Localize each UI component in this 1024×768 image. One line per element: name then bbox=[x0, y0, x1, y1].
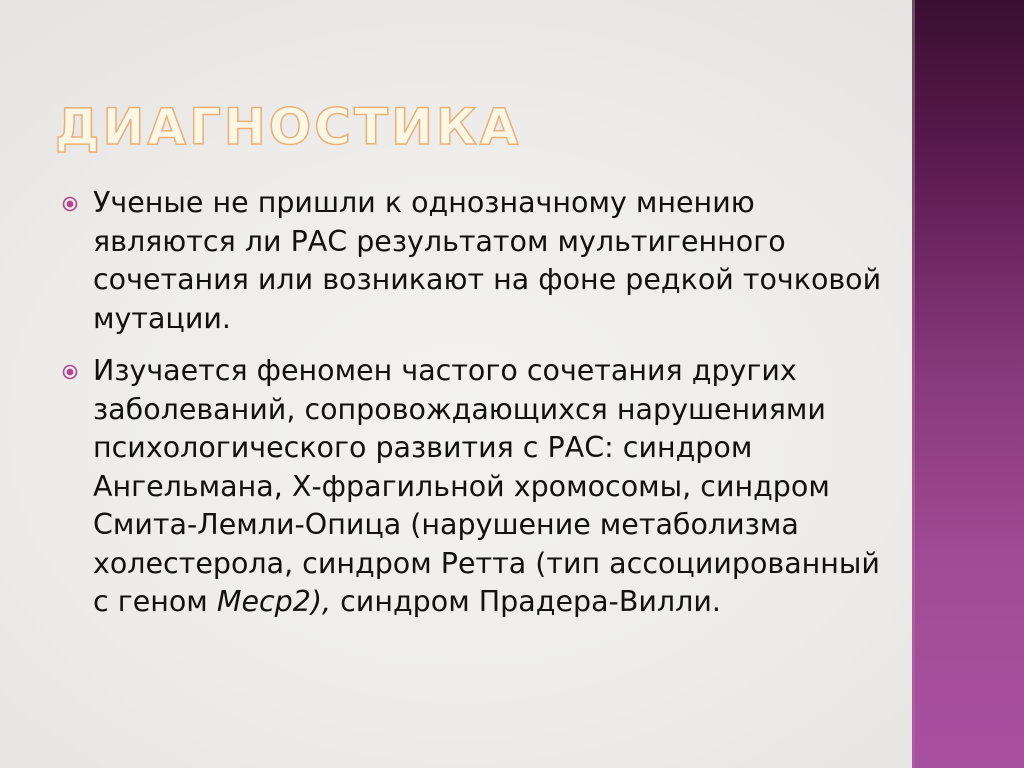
circled-dot-bullet-icon bbox=[62, 196, 78, 212]
circled-dot-bullet-icon bbox=[62, 364, 78, 380]
bullet-item-2 bbox=[62, 352, 882, 622]
bullet-text-2-main: Изучается феномен частого сочетания других заболеваний, сопровождающихся нарушениями психологического развития с РАС: синдром Ангельмана, Х-фрагильной хромосомы, синдром Смита-Лемли-Опица (нарушение метаболизма холестерола, синдром Ретта (тип ассоциированный с геном bbox=[93, 354, 880, 618]
bullet-text-2 bbox=[93, 352, 882, 622]
decorative-side-band bbox=[912, 0, 1024, 768]
bullet-item-1 bbox=[62, 184, 882, 338]
bullet-text-2-tail: синдром Прадера-Вилли. bbox=[331, 585, 721, 618]
bullet-text-1: Ученые не пришли к однозначному мнению являются ли РАС результатом мультигенного сочетания или возникают на фоне редкой точковой мутации. bbox=[93, 186, 882, 335]
side-band-highlight bbox=[912, 0, 915, 768]
bullet-text-2-gene-name: Mecp2), bbox=[216, 585, 332, 618]
bullet-list bbox=[62, 184, 882, 636]
slide-title: ДИАГНОСТИКА bbox=[55, 98, 522, 156]
